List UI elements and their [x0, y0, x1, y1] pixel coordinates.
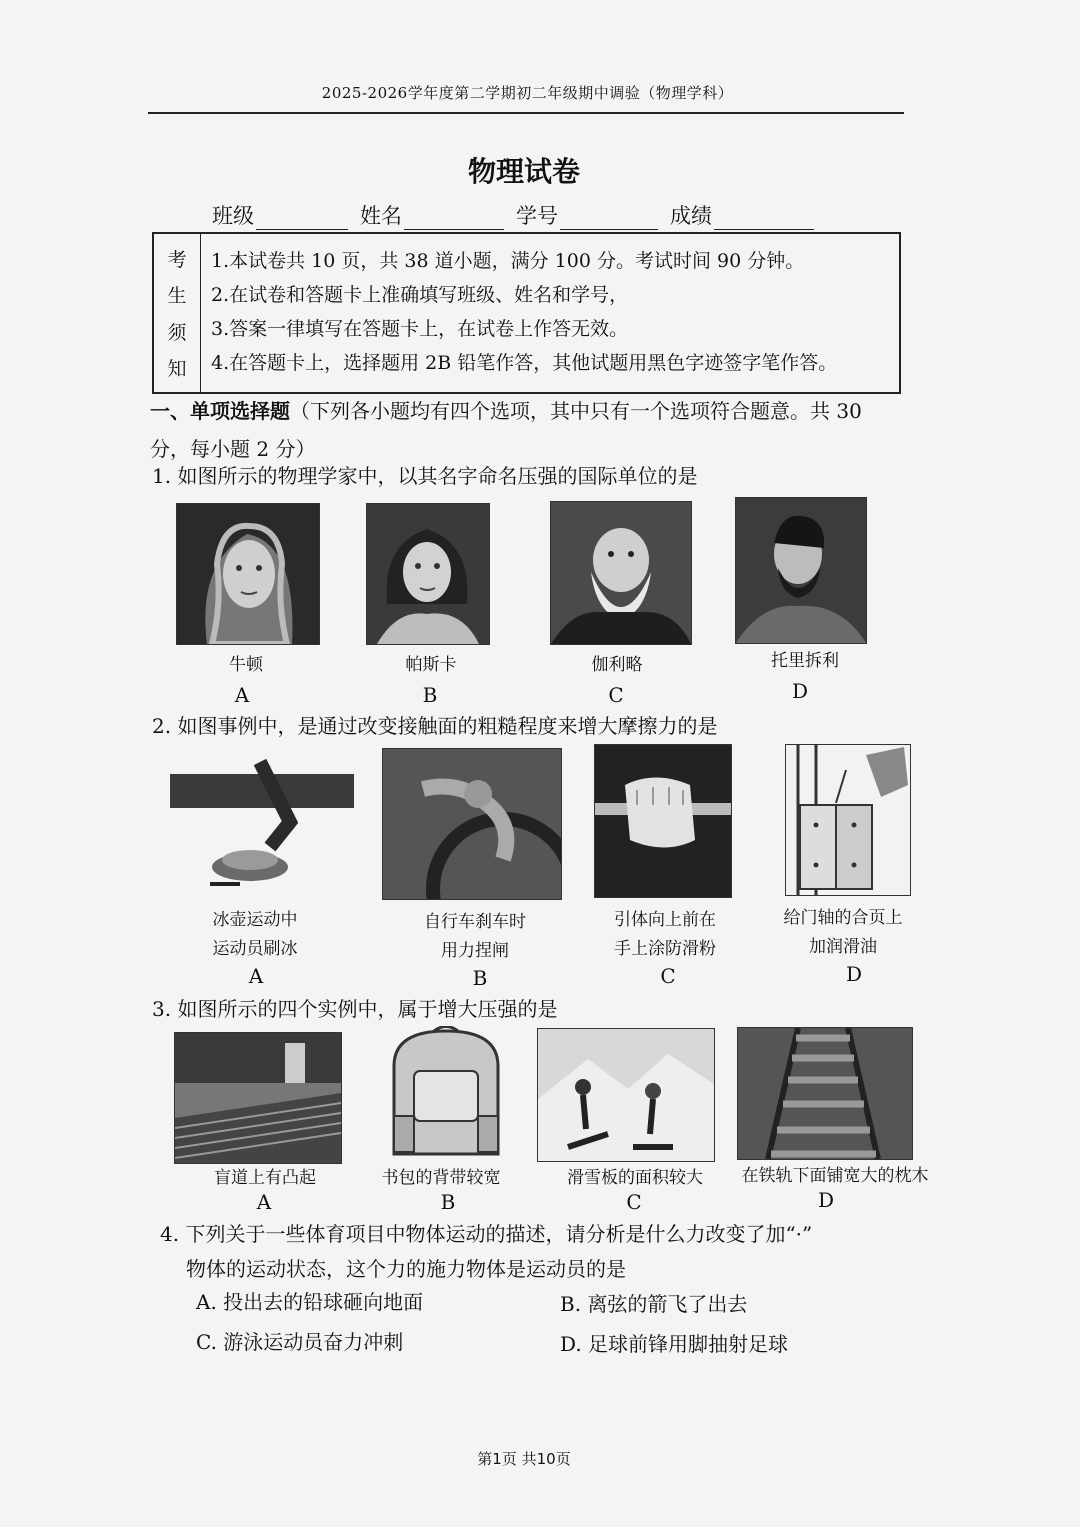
- portrait-pascal-image: [366, 503, 490, 645]
- skiing-image: [537, 1028, 715, 1162]
- name-blank[interactable]: [404, 207, 504, 230]
- question-3-stem: 3. 如图所示的四个实例中，属于增大压强的是: [152, 997, 558, 1021]
- student-id-blank[interactable]: [560, 207, 658, 230]
- option-a: A. 投出去的铅球砸向地面: [196, 1290, 424, 1314]
- class-field: [212, 200, 348, 230]
- option-caption: 在铁轨下面铺宽大的枕木: [741, 1166, 929, 1186]
- option-caption-line: 加润滑油: [809, 937, 877, 957]
- section-title: 一、单项选择题: [150, 399, 290, 423]
- option-caption: 滑雪板的面积较大: [567, 1168, 703, 1188]
- name-field: [360, 200, 504, 230]
- option-caption-line: 自行车刹车时: [424, 912, 526, 932]
- option-letter: B: [472, 966, 488, 990]
- option-caption-line: 冰壶运动中: [212, 910, 298, 930]
- option-caption: 牛顿: [229, 655, 263, 675]
- option-letter: D: [817, 1188, 835, 1212]
- notice-item: 1.本试卷共 10 页，共 38 道小题，满分 100 分。考试时间 90 分钟。: [211, 250, 805, 272]
- option-letter: A: [248, 964, 264, 988]
- bike-brake-icon: [383, 749, 561, 899]
- notice-item: 2.在试卷和答题卡上准确填写班级、姓名和学号，: [211, 284, 629, 306]
- option-letter: D: [845, 962, 863, 986]
- option-caption: [190, 906, 320, 964]
- option-letter: C: [608, 683, 624, 707]
- score-blank[interactable]: [714, 207, 814, 230]
- notice-label-char: 须: [167, 321, 187, 344]
- portrait-torricelli-icon: [736, 498, 866, 643]
- option-letter: B: [422, 683, 438, 707]
- portrait-torricelli-image: [735, 497, 867, 644]
- notice-item: 3.答案一律填写在答题卡上，在试卷上作答无效。: [211, 318, 629, 340]
- question-4-stem: 4. 下列关于一些体育项目中物体运动的描述，请分析是什么力改变了加“·”: [160, 1222, 813, 1246]
- option-caption: 帕斯卡: [405, 655, 457, 675]
- option-letter: A: [256, 1190, 272, 1214]
- section-desc: （下列各小题均有四个选项，其中只有一个选项符合题意。共 30: [290, 399, 862, 423]
- curling-icon: [170, 752, 354, 898]
- score-label: 成绩: [670, 204, 712, 228]
- page-footer: 第1页 共10页: [477, 1450, 571, 1468]
- student-id-label: 学号: [516, 204, 558, 228]
- option-letter: C: [626, 1190, 642, 1214]
- option-letter: C: [660, 964, 676, 988]
- railway-image: [737, 1027, 913, 1160]
- option-d: D. 足球前锋用脚抽射足球: [560, 1332, 789, 1356]
- option-caption: [768, 904, 918, 962]
- notice-list: [201, 234, 899, 392]
- hand-grip-icon: [595, 745, 731, 897]
- option-caption-line: 用力捏闸: [441, 941, 509, 961]
- hand-grip-image: [594, 744, 732, 898]
- portrait-pascal-icon: [367, 504, 489, 644]
- notice-label-char: 考: [167, 248, 187, 271]
- option-caption: 书包的背带较宽: [381, 1168, 501, 1188]
- exam-header: 2025-2026学年度第二学期初二年级期中调验（物理学科）: [321, 84, 734, 102]
- notice-label: [154, 234, 201, 392]
- notice-item: 4.在答题卡上，选择题用 2B 铅笔作答，其他试题用黑色字迹签字笔作答。: [211, 352, 838, 374]
- notice-label-char: 生: [167, 285, 187, 308]
- question-4-stem-2: 物体的运动状态，这个力的施力物体是运动员的是: [186, 1257, 626, 1281]
- door-hinge-image: [785, 744, 911, 896]
- portrait-newton-icon: [177, 504, 319, 644]
- option-letter: B: [440, 1190, 456, 1214]
- student-info-row: [212, 200, 826, 230]
- question-2-stem: 2. 如图事例中，是通过改变接触面的粗糙程度来增大摩擦力的是: [152, 714, 718, 738]
- backpack-image: [374, 1026, 518, 1162]
- option-caption: 盲道上有凸起: [214, 1168, 316, 1188]
- score-field: [670, 200, 814, 230]
- option-b: B. 离弦的箭飞了出去: [560, 1292, 748, 1316]
- class-blank[interactable]: [256, 207, 348, 230]
- option-caption: 托里拆利: [771, 651, 839, 671]
- option-letter: A: [234, 683, 250, 707]
- tactile-paving-image: [174, 1032, 342, 1164]
- railway-icon: [738, 1028, 912, 1159]
- option-letter: D: [791, 679, 809, 703]
- skiing-icon: [538, 1029, 714, 1161]
- option-caption: [590, 906, 740, 964]
- page-title: 物理试卷: [467, 155, 580, 188]
- option-caption: 伽利略: [591, 655, 643, 675]
- option-caption-line: 引体向上前在: [614, 910, 716, 930]
- backpack-icon: [374, 1026, 518, 1162]
- class-label: 班级: [212, 204, 254, 228]
- header-rule: [148, 112, 904, 114]
- option-c: C. 游泳运动员奋力冲刺: [196, 1330, 404, 1354]
- tactile-paving-icon: [175, 1033, 341, 1163]
- bike-brake-image: [382, 748, 562, 900]
- section-desc-2: 分，每小题 2 分）: [150, 437, 316, 461]
- portrait-newton-image: [176, 503, 320, 645]
- portrait-galileo-icon: [551, 502, 691, 644]
- portrait-galileo-image: [550, 501, 692, 645]
- notice-box: [152, 232, 901, 394]
- door-hinge-icon: [786, 745, 910, 895]
- question-1-stem: 1. 如图所示的物理学家中，以其名字命名压强的国际单位的是: [152, 464, 698, 488]
- option-caption-line: 运动员刷冰: [212, 939, 298, 959]
- student-id-field: [516, 200, 658, 230]
- option-caption: [400, 908, 550, 966]
- section-heading: [150, 392, 910, 468]
- option-caption-line: 给门轴的合页上: [783, 908, 903, 928]
- notice-label-char: 知: [167, 358, 187, 381]
- option-caption-line: 手上涂防滑粉: [614, 939, 716, 959]
- curling-image: [170, 752, 354, 898]
- name-label: 姓名: [360, 204, 402, 228]
